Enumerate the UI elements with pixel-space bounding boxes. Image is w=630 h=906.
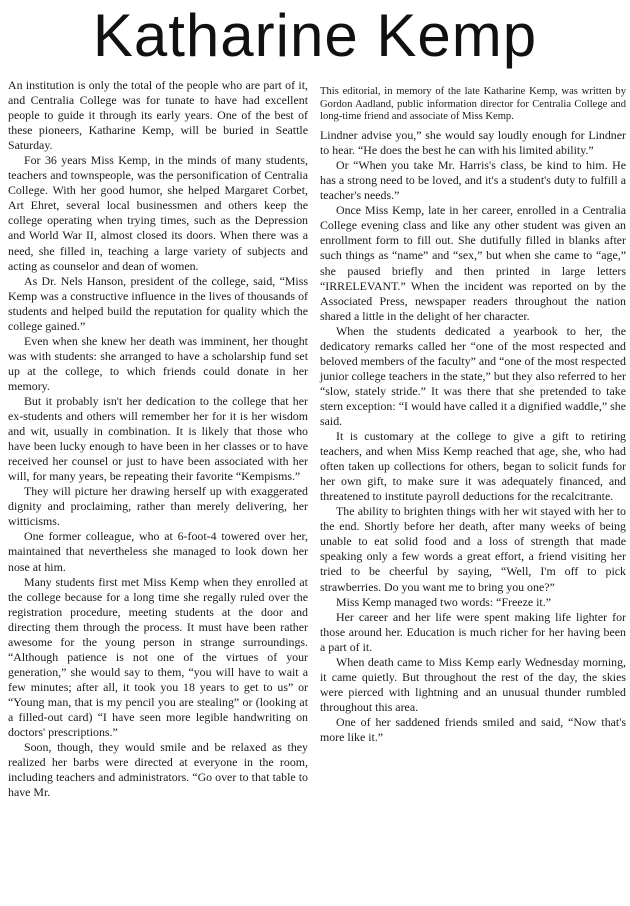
paragraph: Soon, though, they would smile and be relaxed as they realized her barbs were directed at everyone in the room, including teachers and administrators. “Go over to that table to have Mr. <box>8 740 308 800</box>
paragraph: Even when she knew her death was imminent, her thought was with students: she arranged to have a scholarship fund set up at the college, to which friends could donate in her memory. <box>8 333 308 393</box>
paragraph: Many students first met Miss Kemp when they enrolled at the college because for a long time she regally ruled over the registration procedure, meeting students at the door and directing them through the process. It must have been rather awesome for the young person in strange surroundings. “Although patience is not one of the virtues of your generation,” she would say to them, “you will have to wait a few minutes; after all, it took you 18 years to get to us” or “Young man, that is my pencil you are stealing” or (looking at a filled-out card) “I have seen more legible handwriting on doctors' prescriptions.” <box>8 574 308 740</box>
paragraph: Miss Kemp managed two words: “Freeze it.” <box>336 594 551 609</box>
right-column <box>320 86 626 745</box>
paragraph: When the students dedicated a yearbook to her, the dedicatory remarks called her “one of the most respected and beloved members of the faculty” and “one of the most respected junior college teachers in the state,” but they also referred to her “slow, stately stride.” It was there that she pretended to take stern exception: “I would have called it a dignified waddle,” she said. <box>320 323 626 428</box>
paragraph: As Dr. Nels Hanson, president of the college, said, “Miss Kemp was a constructive influence in the lives of thousands of students and helped build the reputation for quality which the college gained.” <box>8 273 308 333</box>
paragraph: One of her saddened friends smiled and said, “Now that's more like it.” <box>320 714 626 744</box>
headline: Katharine Kemp <box>92 2 538 69</box>
paragraph: The ability to brighten things with her wit stayed with her to the end. Shortly before her death, after many weeks of being unable to eat solid food and a loss of strength that made speaking only a few words a great effort, a friend visiting her tried to be cheerful by saying, “Well, I'm off to pick strawberries. Do you want me to bring you one?” <box>320 504 626 594</box>
left-column <box>8 78 308 800</box>
paragraph: They will picture her drawing herself up with exaggerated dignity and proclaiming, rather than merely delivering, her witticisms. <box>8 484 308 529</box>
paragraph: One former colleague, who at 6-foot-4 towered over her, maintained that nevertheless she managed to look down her nose at him. <box>8 529 308 574</box>
paragraph: But it probably isn't her dedication to the college that her ex-students and others will remember her for it is her wisdom and wit, usually in combination. It is likely that those who have been lucky enough to have been in her classes or to have received her counsel or just to have been associated with her will, for many years, be repeating their favorite “Kempisms.” <box>8 393 308 484</box>
paragraph: Her career and her life were spent making life lighter for those around her. Education is much richer for her having been a part of it. <box>320 609 626 654</box>
paragraph: Once Miss Kemp, late in her career, enrolled in a Centralia College evening class and like any other student was given an enrollment form to fill out. She dutifully filled in blanks after such things as “name” and “sex,” but when she came to “age,” she paused briefly and then printed in large letters “IRRELEVANT.” When the incident was reported on by the Associated Press, newspaper readers throughout the nation shared a little in the delight of her character. <box>320 203 626 323</box>
paragraph: Lindner advise you,” she would say loudly enough for Lindner to hear. “He does the best he can with his limited ability.” <box>320 128 626 158</box>
paragraph: When death came to Miss Kemp early Wednesday morning, it came quietly. But throughout the rest of the day, the skies were pierced with lightning and an unusual thunder rumbled throughout this area. <box>320 654 626 714</box>
paragraph: It is customary at the college to give a gift to retiring teachers, and when Miss Kemp reached that age, she, who had often taken up collections for others, began to solicit funds for her own gift, to make sure it was adequately financed, and threatened to institute payroll deductions for the recalcitrante. <box>320 429 626 504</box>
paragraph: Or “When you take Mr. Harris's class, be kind to him. He has a strong need to be loved, and it's a student's duty to fulfill a teacher's needs.” <box>320 158 626 203</box>
paragraph: An institution is only the total of the people who are part of it, and Centralia College was for tunate to have had excellent people to guide it through its early years. One of the best of these pioneers, Katharine Kemp, will be buried in Seattle Saturday. <box>8 78 308 153</box>
paragraph: For 36 years Miss Kemp, in the minds of many students, teachers and townspeople, was the personification of Centralia College. With her good humor, she helped Margaret Corbet, Art Ehret, several local businessmen and others keep the college operating when trying times, such as the Depression and World War II, almost closed its doors. When there was a need, she filled in, teaching a large variety of subjects and acting as counselor and dean of women. <box>8 153 308 273</box>
editor-note: This editorial, in memory of the late Katharine Kemp, was written by Gordon Aadland, public information director for Centralia College and long-time friend and associate of Miss Kemp. <box>320 86 626 123</box>
